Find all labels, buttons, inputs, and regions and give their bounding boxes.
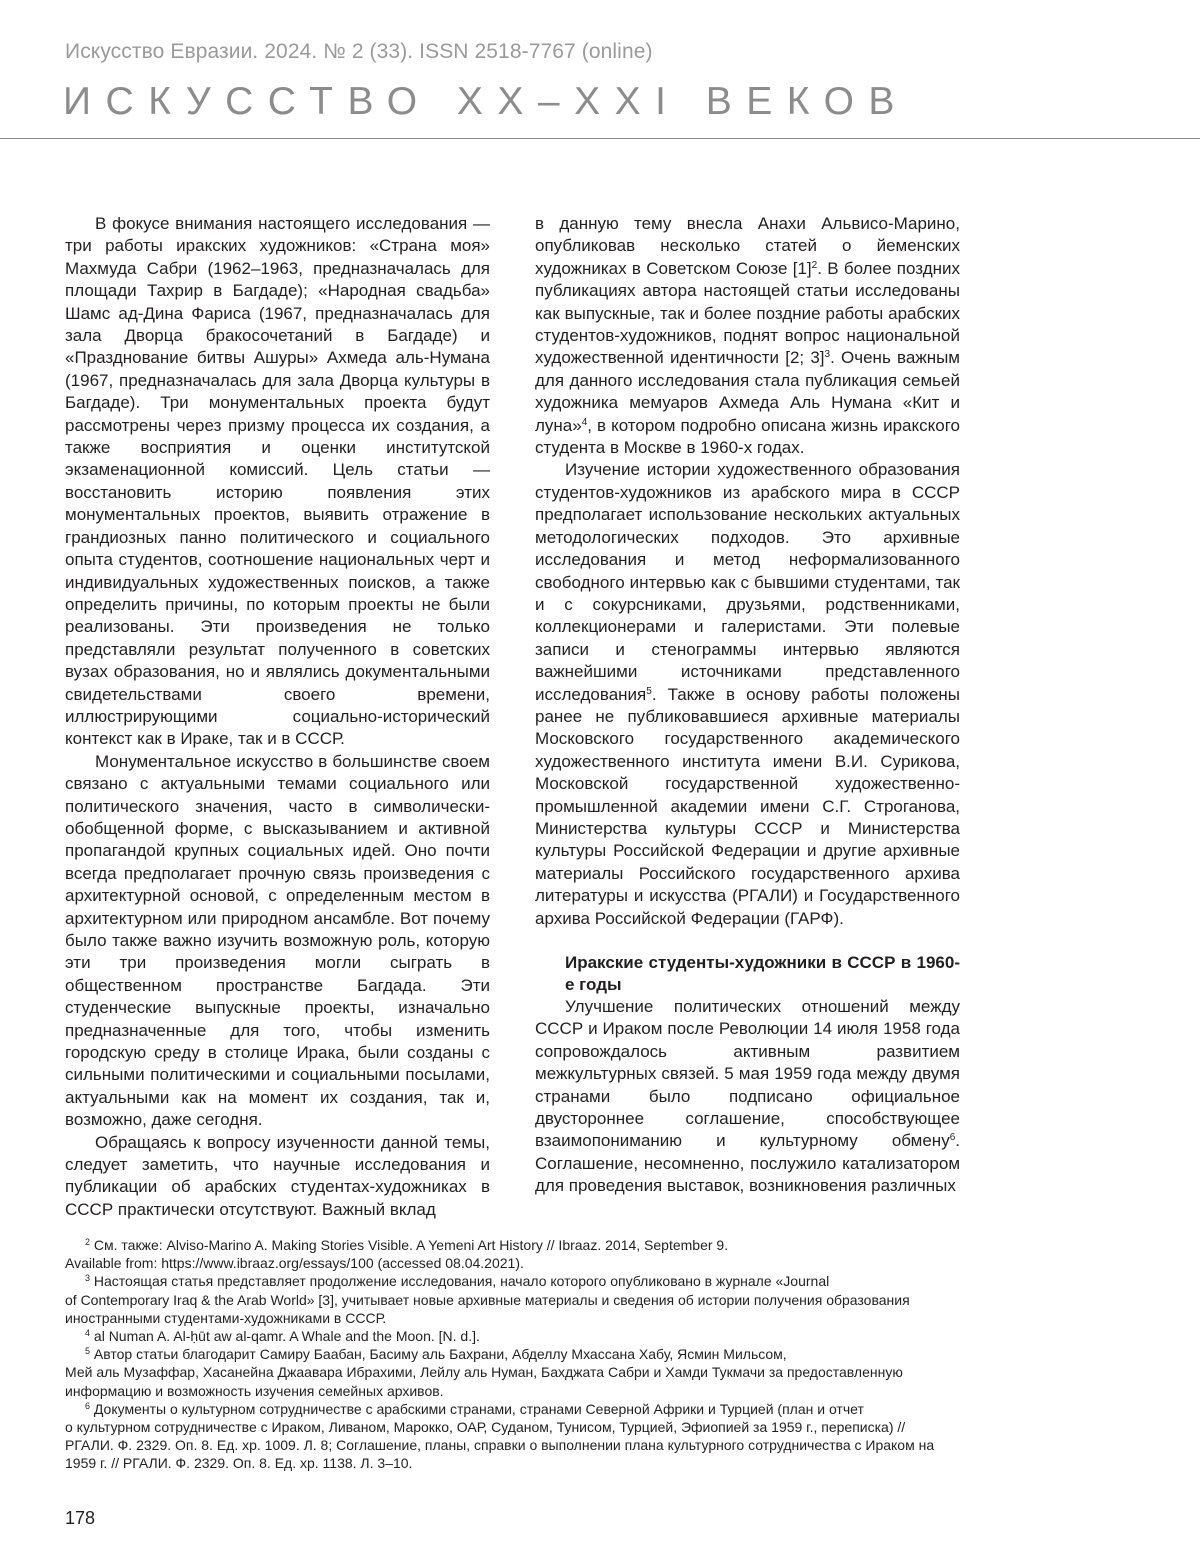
footnote-ref[interactable]: 6 xyxy=(949,1132,956,1144)
paragraph: Монументальное искусство в большинстве своем связано с актуальными темами социального или политического значения, часто в символически-обобщенной форме, с высказыванием и активной пропагандой крупных социальных идей. Оно почти всегда предполагает прочную связь произведения с архитектурной основой, с определенным местом в архитектурном или природном ансамбле. Вот почему было также важно изучить возможную роль, которую эти три произведения могли сыграть в общественном пространстве Багдада. Эти студенческие выпускные проекты, изначально предназначенные для того, чтобы изменить городскую среду в столице Ирака, были созданы с сильными политическими и социальными посылами, актуальными как на момент их создания, так и, возможно, даже сегодня. xyxy=(65,751,490,1130)
right-column xyxy=(535,213,960,1198)
section-title: ИСКУССТВО XX–XXI ВЕКОВ xyxy=(63,80,909,123)
footnote-ref[interactable]: 3 xyxy=(824,349,831,361)
page-number: 178 xyxy=(65,1508,96,1528)
paragraph: Изучение истории художественного образования студентов-художников из арабского мира в СССР предполагает использование нескольких актуальных методологических подходов. Это архивные исследования и метод неформализованного свободного интервью как с бывшими студентами, так и с сокурсниками, друзьями, родственниками, коллекционерами и галеристами. Эти полевые записи и стенограммы интервью являются важнейшими источниками представленного исследования$^5$. Также в основу работы положены ранее не публиковавшиеся архивные материалы Московского государственного академического художественного института имени В.И. Сурикова, Московской государственной художественно-промышленной академии имени С.Г. Строганова, Министерства культуры СССР и Министерства культуры Российской Федерации и другие архивные материалы Российского государственного архива литературы и искусства (РГАЛИ) и Государственного архива Российской Федерации (ГАРФ). xyxy=(535,460,960,928)
footnote-ref[interactable]: 4 xyxy=(581,416,588,428)
section-subheading: Иракские студенты-художники в СССР в 1960-е годы xyxy=(565,953,960,994)
left-column xyxy=(65,213,490,1221)
paragraph: Обращаясь к вопросу изученности данной темы, следует заметить, что научные исследования и публикации об арабских студентах-художниках в СССР практически отсутствуют. Важный вклад xyxy=(65,1132,490,1219)
header-divider xyxy=(0,138,1200,139)
footnote-ref[interactable]: 2 xyxy=(811,259,818,271)
footnote-ref[interactable]: 5 xyxy=(646,685,652,697)
paragraph: Улучшение политических отношений между СССР и Ираком после Революции 14 июля 1958 года сопровождалось активным развитием межкультурных связей. 5 мая 1959 года между двумя странами было подписано официальное двустороннее соглашение, способствующее взаимопониманию и культурному обмену$^6$. Соглашение, несомненно, послужило катализатором для проведения выставок, возникновения различных xyxy=(535,997,960,1196)
footnote: $^2$ См. также: Alviso-Marino A. Making Stories Visible. A Yemeni Art History // Ibraaz. 2014, September 9. Available from: https://www.ibraaz.org/essays/100 (accessed 08.04.2021). xyxy=(65,1237,729,1272)
journal-citation: Искусство Евразии. 2024. № 2 (33). ISSN 2518-7767 (online) xyxy=(65,40,653,63)
footnote: $^3$ Настоящая статья представляет продолжение исследования, начало которого опубликовано в журнале «Journal of Contemporary Iraq & the Arab World» [3], учитывает новые архивные материалы и сведения об истории получения образования иностранными студентами-художниками в СССР. xyxy=(65,1273,910,1326)
paragraph: в данную тему внесла Анахи Альвисо-Марино, опубликовав несколько статей о йеменских художниках в Советском Союзе $[1]^2$. В более поздних публикациях автора настоящей статьи исследованы как выпускные, так и более поздние работы арабских студентов-художников, поднят вопрос национальной художественной идентичности [2; 3]$^3$. Очень важным для данного исследования стала публикация семьей художника мемуаров Ахмеда Аль Нумана «Кит и луна»$^4$, в котором подробно описана жизнь иракского студента в Москве в 1960-х годах. xyxy=(535,214,960,458)
footnote: $^4$ al Numan A. Al-ḥūt aw al-qamr. A Whale and the Moon. [N. d.]. xyxy=(85,1328,480,1345)
footnote: $^6$ Документы о культурном сотрудничестве с арабскими странами, странами Северной Африки и Турцией (план и отчет о культурном сотрудничестве с Ираком, Ливаном, Марокко, ОАР, Суданом, Тунисом, Турцией, Эфиопией за 1959 г., переписка) // РГАЛИ. Ф. 2329. Оп. 8. Ед. хр. 1009. Л. 8; Соглашение, планы, справки о выполнении плана культурного сотрудничества с Ираком на 1959 г. // РГАЛИ. Ф. 2329. Оп. 8. Ед. хр. 1138. Л. 3–10. xyxy=(65,1400,935,1472)
footnotes xyxy=(65,1236,945,1473)
footnote: $^5$ Автор статьи благодарит Самиру Баабан, Басиму аль Бахрани, Абделлу Мхассана Хабу, Ясмин Мильсом, Мей аль Музаффар, Хасанейна Джаавара Ибрахими, Лейлу аль Нуман, Бахджата Сабри и Хамди Тукмачи за предоставленную информацию и возможность изучения семейных архивов. xyxy=(65,1346,903,1399)
paragraph: В фокусе внимания настоящего исследования — три работы иракских художников: «Страна моя» Махмуда Сабри (1962–1963, предназначалась для площади Тахрир в Багдаде); «Народная свадьба» Шамс ад-Дина Фариса (1967, предназначалась для зала Дворца бракосочетаний в Багдаде) и «Празднование битвы Ашуры» Ахмеда аль-Нумана (1967, предназначалась для зала Дворца культуры в Багдаде). Три монументальных проекта будут рассмотрены через призму процесса их создания, а также восприятия и оценки институтской экзаменационной комиссий. Цель статьи — восстановить историю появления этих монументальных проектов, выявить отражение в грандиозных панно политического и социального опыта студентов, соотношение национальных черт и индивидуальных художественных поисков, а также определить причины, по которым проекты не были реализованы. Эти произведения не только представляли результат полученного в советских вузах образования, но и являлись документальными свидетельствами своего времени, иллюстрирующими социально-исторический контекст как в Ираке, так и в СССР. xyxy=(65,214,490,749)
